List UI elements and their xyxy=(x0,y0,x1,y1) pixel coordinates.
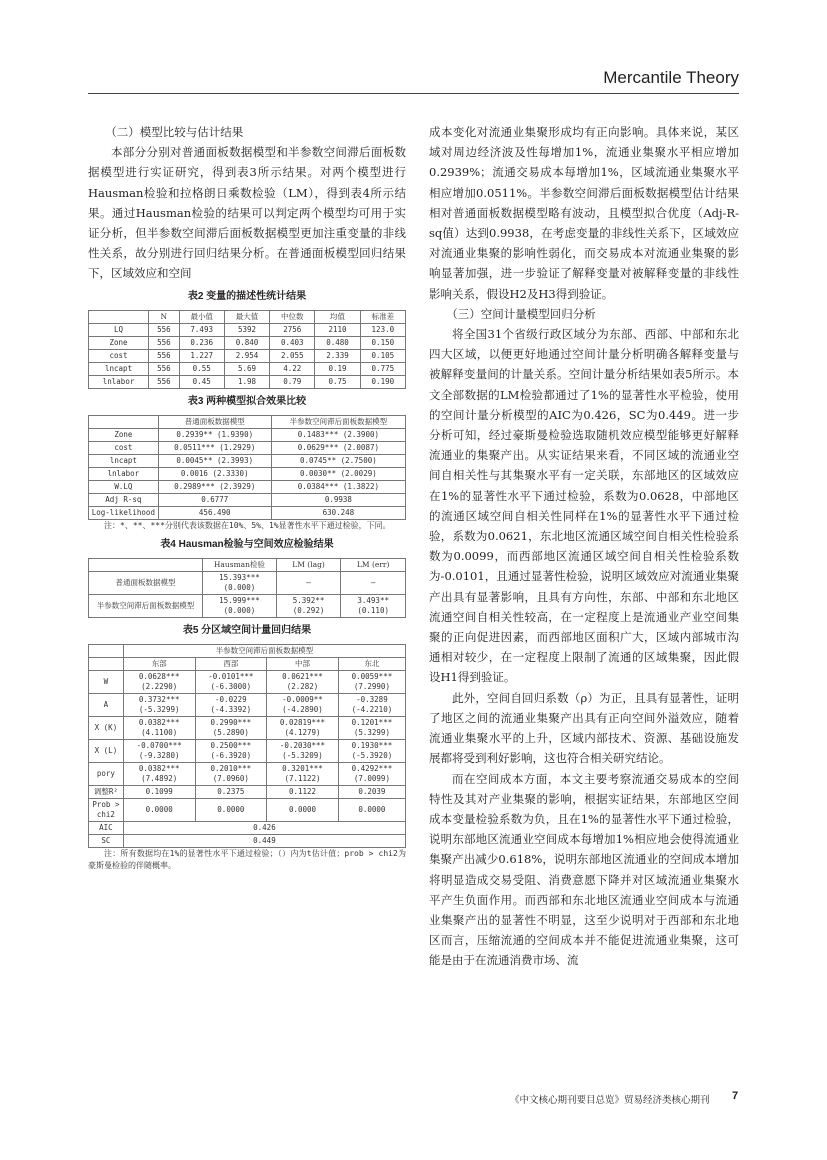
table4 xyxy=(88,558,406,618)
table-cell: 2.055 xyxy=(270,349,315,362)
table3-header-cell xyxy=(89,415,159,428)
table-cell: 0.775 xyxy=(360,362,405,375)
table-cell: 普通面板数据模型 xyxy=(89,571,203,594)
left-paragraph-1: 本部分分别对普通面板数据模型和半参数空间滞后面板数据模型进行实证研究，得到表3所示结果。对两个模型进行Hausman检验和拉格朗日乘数检验（LM），得到表4所示结果。通过Hausman检验的结果可以判定两个模型均可用于实证分析，但半参数空间滞后面板数据模型更加注重变量的非线性关系，故分别进行回归结果分析。在普通面板模型回归结果下，区域效应和空间 xyxy=(88,145,406,281)
table-cell: lnlabor xyxy=(89,467,159,480)
table-row xyxy=(89,785,406,798)
table-cell: 0.426 xyxy=(123,821,405,834)
table-row xyxy=(89,493,406,506)
table-cell: 0.2010*** (7.0960) xyxy=(195,762,267,785)
right-paragraph-4: 而在空间成本方面，本文主要考察流通交易成本的空间特性及其对产业集聚的影响，根据实证结果，东部地区空间成本变量检验系数为负，且在1%的显著性水平下通过检验，说明东部地区流通业空间成本每增加1%相应地会使得流通业集聚产出减少0.618%，说明东部地区流通业的空间成本增加将明显造成交易受阻、消费意愿下降并对区域流通业集聚水平产生负面作用。而西部和东北地区流通业空间成本与流通业集聚产出的显著性不明显，这至少说明对于西部和东北地区而言，压缩流通的空间成本并不能促进流通业集聚，这可能是由于在流通消费市场、流 xyxy=(429,771,739,968)
table5-note: 注：所有数据均在1%的显著性水平下通过检验；（）内为t估计值；prob > chi2为豪斯曼检验的伴随概率。 xyxy=(88,848,406,870)
table-row xyxy=(89,670,406,693)
table-cell: 0.1099 xyxy=(123,785,195,798)
table-cell: 0.0000 xyxy=(123,798,195,821)
table-cell: 0.2039 xyxy=(338,785,405,798)
table-row xyxy=(89,821,406,834)
table-cell: 5.392** (0.292) xyxy=(276,594,341,617)
table2-header-cell: 均值 xyxy=(315,310,360,323)
table-cell: -0.0101*** (-6.3000) xyxy=(195,670,267,693)
table-cell: 0.150 xyxy=(360,336,405,349)
table-cell: Adj R-sq xyxy=(89,493,159,506)
table-row xyxy=(89,693,406,716)
table5 xyxy=(88,644,406,848)
table-cell: pory xyxy=(89,762,124,785)
header-rule xyxy=(88,93,739,94)
right-paragraph-2: 将全国31个省级行政区域分为东部、西部、中部和东北四大区域，以便更好地通过空间计量分析明确各解释变量与被解释变量间的计量关系。空间计量分析结果如表5所示。本文全部数据的LM检验都通过了1%的显著性水平检验，使用的空间计量分析模型的AIC为0.426，SC为0.449。进一步分析可知，经过豪斯曼检验选取随机效应模型能够更好解释流通业的集聚产出。从实证结果来看，不同区域的流通业空间自相关性与其集聚水平有一定关联，东部地区的区域效应在1%的显著性水平下通过检验，系数为0.0628，中部地区的流通区域空间自相关性同样在1%的显著性水平下通过检验，系数为0.0621，东北地区流通区域空间自相关性检验系数为0.0099，而西部地区流通区域空间自相关性检验系数为-0.0101，且通过显著性检验，说明区域效应对流通业集聚产出具有显著影响，且具有方向性，东部、中部和东北地区流通空间自相关性较高，在一定程度上是流通业产业空间集聚的正向促进因素，而西部地区面积广大，区域内部城市沟通相对较少，在一定程度上限制了流通的区域集聚，因此假设H1得到验证。 xyxy=(429,327,739,685)
table-cell: 0.19 xyxy=(315,362,360,375)
table2-header-row xyxy=(89,310,406,323)
table-cell: 0.0628*** (2.2290) xyxy=(123,670,195,693)
table-cell: X (K) xyxy=(89,716,124,739)
table-cell: 0.0059*** (7.2990) xyxy=(338,670,405,693)
table-cell: 0.3201*** (7.1122) xyxy=(267,762,339,785)
table-cell: 半参数空间滞后面板数据模型 xyxy=(89,594,203,617)
table-cell: 0.840 xyxy=(224,336,269,349)
left-column xyxy=(88,122,406,872)
table-cell: Zone xyxy=(89,336,149,349)
table-cell: 0.1483*** (2.3900) xyxy=(271,428,405,441)
table2 xyxy=(88,310,406,389)
table-cell: 630.248 xyxy=(271,506,405,519)
table-cell: — xyxy=(341,571,406,594)
table-cell: W xyxy=(89,670,124,693)
table-cell: 0.480 xyxy=(315,336,360,349)
table-cell: 1.227 xyxy=(179,349,224,362)
table-cell: LQ xyxy=(89,323,149,336)
table-row xyxy=(89,441,406,454)
table-cell: 0.1122 xyxy=(267,785,339,798)
table-cell: SC xyxy=(89,834,124,847)
table-cell: 0.0621*** (2.282) xyxy=(267,670,339,693)
table-row xyxy=(89,428,406,441)
table-cell: lncapt xyxy=(89,362,149,375)
table-cell: 0.2939** (1.9390) xyxy=(158,428,271,441)
table-cell: 0.0745** (2.7500) xyxy=(271,454,405,467)
table-cell: 123.0 xyxy=(360,323,405,336)
table5-caption: 表5 分区域空间计量回归结果 xyxy=(182,624,312,636)
table-cell: 0.449 xyxy=(123,834,405,847)
table-cell: 0.0000 xyxy=(195,798,267,821)
table-cell: 0.79 xyxy=(270,375,315,388)
table-cell: 0.9938 xyxy=(271,493,405,506)
table-cell: 1.98 xyxy=(224,375,269,388)
table-row xyxy=(89,323,406,336)
table-cell: 15.393*** (0.000) xyxy=(203,571,277,594)
table-cell: 0.0045** (2.3993) xyxy=(158,454,271,467)
table-cell: 0.0511*** (1.2929) xyxy=(158,441,271,454)
table-row xyxy=(89,375,406,388)
table-cell: -0.0009** (-4.2890) xyxy=(267,693,339,716)
table-cell: -0.2030*** (-5.3209) xyxy=(267,739,339,762)
table-row xyxy=(89,716,406,739)
table-row xyxy=(89,467,406,480)
table-cell: Log-likelihood xyxy=(89,506,159,519)
table4-header-row xyxy=(89,558,406,571)
table5-region-header: 中部 xyxy=(267,657,339,670)
table3-caption: 表3 两种模型拟合效果比较 xyxy=(187,395,307,407)
table2-header-cell: 最小值 xyxy=(179,310,224,323)
table-cell: 0.190 xyxy=(360,375,405,388)
section-heading-spatial-regression: （三）空间计量模型回归分析 xyxy=(446,306,596,321)
table-cell: 556 xyxy=(149,349,179,362)
table-cell: 0.2989*** (2.3929) xyxy=(158,480,271,493)
table-cell: 0.75 xyxy=(315,375,360,388)
table5-group-row xyxy=(89,644,406,657)
table-cell: 0.0016 (2.3330) xyxy=(158,467,271,480)
table5-region-header: 东北 xyxy=(338,657,405,670)
table-cell: 0.2375 xyxy=(195,785,267,798)
table-cell: 0.0000 xyxy=(338,798,405,821)
right-paragraph-3: 此外，空间自回归系数（ρ）为正，且具有显著性，证明了地区之间的流通业集聚产出具有正向空间外溢效应，随着流通业集聚水平的上升，区域内部技术、资源、基础设施发展都将受到利好影响，这也符合相关研究结论。 xyxy=(429,690,739,766)
table5-region-row xyxy=(89,657,406,670)
table-row xyxy=(89,762,406,785)
table-cell: 5392 xyxy=(224,323,269,336)
table-cell: -0.0229 (-4.3392) xyxy=(195,693,267,716)
table2-header-cell: 最大值 xyxy=(224,310,269,323)
table-cell: 0.2990*** (5.2890) xyxy=(195,716,267,739)
table-cell: 4.22 xyxy=(270,362,315,375)
journal-header-title: Mercantile Theory xyxy=(603,68,739,87)
table-cell: 2110 xyxy=(315,323,360,336)
table-cell: 7.493 xyxy=(179,323,224,336)
table2-caption: 表2 变量的描述性统计结果 xyxy=(187,290,307,302)
table-row xyxy=(89,362,406,375)
table5-corner-cell xyxy=(89,644,124,657)
table-row xyxy=(89,571,406,594)
table-cell: A xyxy=(89,693,124,716)
table-cell: 556 xyxy=(149,336,179,349)
table-cell: 556 xyxy=(149,362,179,375)
section-heading-model-comparison: （二）模型比较与估计结果 xyxy=(105,125,244,139)
table-row xyxy=(89,798,406,821)
table-row xyxy=(89,454,406,467)
table-cell: Prob > chi2 xyxy=(89,798,124,821)
table5-region-header: 东部 xyxy=(123,657,195,670)
table-cell: lnlabor xyxy=(89,375,149,388)
table-cell: 0.3732*** (-5.3299) xyxy=(123,693,195,716)
table4-header-cell: LM (lag) xyxy=(276,558,341,571)
table-cell: cost xyxy=(89,441,159,454)
table-cell: 0.105 xyxy=(360,349,405,362)
table-cell: 0.1930*** (-5.3920) xyxy=(338,739,405,762)
table-cell: 0.2500*** (-6.3920) xyxy=(195,739,267,762)
table5-group-header: 半参数空间滞后面板数据模型 xyxy=(123,644,405,657)
table-row xyxy=(89,834,406,847)
table-cell: 2.339 xyxy=(315,349,360,362)
table-cell: 0.403 xyxy=(270,336,315,349)
table-cell: 0.0384*** (1.3822) xyxy=(271,480,405,493)
table-cell: — xyxy=(276,571,341,594)
table-row xyxy=(89,506,406,519)
table5-region-header: 西部 xyxy=(195,657,267,670)
table-cell: Zone xyxy=(89,428,159,441)
table4-header-cell xyxy=(89,558,203,571)
table2-header-cell: N xyxy=(149,310,179,323)
table-cell: 0.4292*** (7.0099) xyxy=(338,762,405,785)
table-cell: 556 xyxy=(149,375,179,388)
table2-header-cell: 标准差 xyxy=(360,310,405,323)
table-cell: W.LQ xyxy=(89,480,159,493)
table3-header-cell: 普通面板数据模型 xyxy=(158,415,271,428)
table-cell: 0.0030** (2.0029) xyxy=(271,467,405,480)
table2-header-cell xyxy=(89,310,149,323)
table3-header-row xyxy=(89,415,406,428)
table-row xyxy=(89,480,406,493)
table-row xyxy=(89,336,406,349)
table-cell: 2.954 xyxy=(224,349,269,362)
table-cell: X (L) xyxy=(89,739,124,762)
table3-note: 注：*、**、***分别代表该数据在10%、5%、1%显著性水平下通过检验，下同。 xyxy=(104,520,391,530)
table-cell: lncapt xyxy=(89,454,159,467)
table-cell: 5.69 xyxy=(224,362,269,375)
table-cell: 0.55 xyxy=(179,362,224,375)
table-cell: 0.0629*** (2.0087) xyxy=(271,441,405,454)
page-number: 7 xyxy=(732,1090,739,1102)
table4-header-cell: LM (err) xyxy=(341,558,406,571)
table-row xyxy=(89,349,406,362)
table-cell: 0.6777 xyxy=(158,493,271,506)
table-cell: 0.236 xyxy=(179,336,224,349)
table-cell: 0.0382*** (4.1100) xyxy=(123,716,195,739)
table-cell: -0.0700*** (-9.3280) xyxy=(123,739,195,762)
table-row xyxy=(89,594,406,617)
table-row xyxy=(89,739,406,762)
footer-journal-text: 《中文核心期刊要目总览》贸易经济类核心期刊 xyxy=(510,1095,710,1106)
table-cell: 0.0000 xyxy=(267,798,339,821)
table3 xyxy=(88,415,406,520)
table-cell: 2756 xyxy=(270,323,315,336)
table2-header-cell: 中位数 xyxy=(270,310,315,323)
right-paragraph-1: 成本变化对流通业集聚形成均有正向影响。具体来说，某区域对周边经济波及性每增加1%，流通业集聚水平相应增加0.2939%；流通交易成本每增加1%，区域流通业集聚水平相应增加0.0511%。半参数空间滞后面板数据模型估计结果相对普通面板数据模型略有波动，且模型拟合优度（Adj-R-sq值）达到0.9938，在考虑变量的非线性关系下，区域效应对流通业集聚的影响性弱化，而交易成本对流通业集聚的影响显著加强，进一步验证了解释变量对被解释变量的非线性影响关系，假设H2及H3得到验证。 xyxy=(429,125,739,301)
table-cell: 0.45 xyxy=(179,375,224,388)
table4-caption: 表4 Hausman检验与空间效应检验结果 xyxy=(160,538,334,550)
table-cell: 0.02819*** (4.1279) xyxy=(267,716,339,739)
table-cell: 调整R² xyxy=(89,785,124,798)
table-cell: 0.0382*** (7.4892) xyxy=(123,762,195,785)
table-cell: 556 xyxy=(149,323,179,336)
right-column xyxy=(429,122,739,971)
table-cell: -0.3289 (-4.2210) xyxy=(338,693,405,716)
table4-header-cell: Hausman检验 xyxy=(203,558,277,571)
table-cell: 456.490 xyxy=(158,506,271,519)
table-cell: 15.999*** (0.000) xyxy=(203,594,277,617)
table5-corner-cell xyxy=(89,657,124,670)
table-cell: cost xyxy=(89,349,149,362)
table-cell: AIC xyxy=(89,821,124,834)
table-cell: 3.493** (0.110) xyxy=(341,594,406,617)
table-cell: 0.1201*** (5.3299) xyxy=(338,716,405,739)
table3-header-cell: 半参数空间滞后面板数据模型 xyxy=(271,415,405,428)
